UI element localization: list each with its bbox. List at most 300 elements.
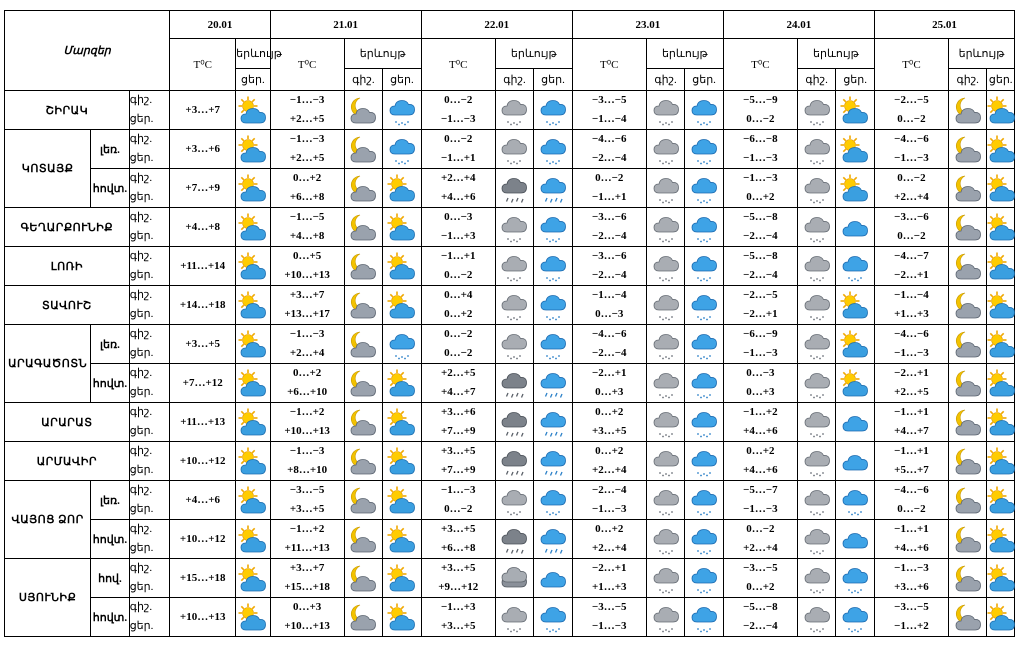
temperature-day: −1…−4 [592, 113, 627, 125]
day-weather-icon [534, 325, 573, 364]
temperature-night: 0…−2 [444, 94, 473, 106]
temperature-night: −2…−4 [592, 484, 627, 496]
temperature-night: −1…+2 [289, 406, 325, 418]
temperature-day: −1…−3 [440, 113, 476, 125]
night-weather-icon [646, 481, 685, 520]
temperature-night: −3…−6 [592, 211, 627, 223]
temperature-night: 0…+4 [444, 289, 473, 301]
day-label: ցեր. [129, 113, 154, 125]
temperature-night: +2…+5 [440, 367, 476, 379]
night-weather-icon [495, 520, 534, 559]
elevation-label: հովտ. [91, 169, 130, 208]
temperature-range [270, 286, 344, 325]
temperature-day: 0…−2 [897, 113, 926, 125]
night-weather-icon [797, 364, 836, 403]
night-header: գիշ. [646, 69, 685, 91]
date-header: 25.01 [874, 11, 1014, 39]
region-name: ՇԻՐԱԿ [5, 91, 130, 130]
temperature-night: 0…+2 [292, 172, 322, 184]
temperature-range [874, 91, 948, 130]
temperature-night: −2…+1 [592, 562, 627, 574]
night-weather-icon [344, 520, 383, 559]
region-row [5, 598, 1015, 637]
temperature-night: −1…+1 [440, 250, 476, 262]
day-header: ցեր. [836, 69, 875, 91]
temperature-day: +2…+4 [592, 542, 627, 554]
elevation-label: լեռ. [91, 481, 130, 520]
temperature-day: +6…+8 [440, 542, 476, 554]
day-weather-icon [987, 442, 1015, 481]
temperature-day: +2…+4 [592, 464, 627, 476]
temperature-day: +1…+3 [894, 308, 929, 320]
temperature-night: 0…+5 [292, 250, 322, 262]
elevation-label: հով. [91, 559, 130, 598]
night-weather-icon [948, 130, 987, 169]
temperature-day: 0…−2 [444, 269, 473, 281]
temperature-day: −2…+1 [743, 308, 778, 320]
temperature-range [723, 598, 797, 637]
night-weather-icon [495, 325, 534, 364]
day-weather-icon [836, 130, 875, 169]
day-label: ցեր. [129, 464, 154, 476]
weather-icon [236, 364, 270, 403]
day-weather-icon [383, 247, 422, 286]
day-weather-icon [987, 91, 1015, 130]
region-row [5, 169, 1015, 208]
night-weather-icon [495, 247, 534, 286]
temperature-range [723, 481, 797, 520]
temperature-day: +2…+4 [894, 191, 929, 203]
temperature-day: +11…+13 [170, 403, 236, 442]
day-weather-icon [685, 286, 724, 325]
temperature-night: 0…−3 [746, 367, 775, 379]
region-name: ՎԱՅՈՑ ՁՈՐ [5, 481, 91, 559]
temperature-night: 0…+2 [595, 445, 624, 457]
temperature-night: −3…−5 [894, 601, 929, 613]
temperature-night: 0…−2 [746, 523, 775, 535]
temperature-day: +3…+5 [289, 503, 325, 515]
day-weather-icon [685, 130, 724, 169]
weather-icon [236, 130, 270, 169]
day-weather-icon [987, 598, 1015, 637]
region-name: ԱՐԱՐԱՏ [5, 403, 130, 442]
temperature-range [421, 442, 495, 481]
night-weather-icon [344, 559, 383, 598]
temperature-day: −2…−4 [743, 230, 778, 242]
day-label: ցեր. [129, 152, 154, 164]
weather-icon [236, 208, 270, 247]
night-weather-icon [344, 130, 383, 169]
daynight-labels [129, 442, 170, 481]
temperature-day: 0…−3 [595, 308, 624, 320]
temperature-range [270, 403, 344, 442]
temperature-day: +7…+9 [440, 425, 476, 437]
region-row [5, 91, 1015, 130]
night-weather-icon [646, 403, 685, 442]
temperature-range [874, 325, 948, 364]
night-weather-icon [797, 286, 836, 325]
daynight-labels [129, 559, 170, 598]
day-weather-icon [383, 403, 422, 442]
night-weather-icon [646, 325, 685, 364]
region-name: ՍՅՈՒՆԻՔ [5, 559, 91, 637]
temperature-night: +3…+7 [289, 289, 325, 301]
day-weather-icon [685, 559, 724, 598]
night-weather-icon [495, 169, 534, 208]
day-weather-icon [836, 403, 875, 442]
day-weather-icon [534, 442, 573, 481]
day-weather-icon [685, 169, 724, 208]
temperature-night: −1…−4 [894, 289, 929, 301]
temperature-range [270, 208, 344, 247]
phenomenon-header: երևույթ [948, 39, 1014, 69]
night-label: գիշ. [129, 406, 153, 418]
day-weather-icon [534, 364, 573, 403]
night-weather-icon [948, 403, 987, 442]
daynight-labels [129, 169, 170, 208]
day-weather-icon [836, 325, 875, 364]
temperature-day: +4…+6 [894, 542, 929, 554]
temperature-night: −3…−6 [592, 250, 627, 262]
elevation-label: լեռ. [91, 130, 130, 169]
temperature-range [874, 481, 948, 520]
night-weather-icon [646, 130, 685, 169]
date-header: 23.01 [572, 11, 723, 39]
day-weather-icon [987, 130, 1015, 169]
temperature-night: +3…+5 [440, 445, 476, 457]
night-weather-icon [495, 286, 534, 325]
night-weather-icon [344, 286, 383, 325]
night-weather-icon [948, 442, 987, 481]
night-weather-icon [797, 130, 836, 169]
day-weather-icon [383, 169, 422, 208]
temperature-range [572, 286, 646, 325]
day-weather-icon [383, 325, 422, 364]
temperature-day: +7…+12 [170, 364, 236, 403]
temperature-night: −3…−6 [894, 211, 929, 223]
region-row [5, 520, 1015, 559]
temperature-night: −1…+2 [289, 523, 325, 535]
temperature-day: +7…+9 [440, 464, 476, 476]
temperature-range [270, 598, 344, 637]
day-weather-icon [534, 247, 573, 286]
temperature-day: +14…+18 [170, 286, 236, 325]
temperature-range [421, 364, 495, 403]
day-label: ցեր. [129, 269, 154, 281]
temperature-range [572, 208, 646, 247]
daynight-labels [129, 403, 170, 442]
temperature-range [270, 481, 344, 520]
temperature-night: −1…−3 [289, 133, 325, 145]
night-weather-icon [344, 208, 383, 247]
temperature-range [421, 598, 495, 637]
night-header: գիշ. [797, 69, 836, 91]
temperature-day: +2…+4 [289, 347, 325, 359]
day-weather-icon [383, 559, 422, 598]
temperature-range [270, 325, 344, 364]
temperature-range [874, 364, 948, 403]
temperature-night: +3…+7 [289, 562, 325, 574]
temperature-night: −4…−6 [592, 133, 627, 145]
daynight-labels [129, 130, 170, 169]
region-row [5, 286, 1015, 325]
temperature-range [421, 91, 495, 130]
region-row [5, 481, 1015, 520]
temperature-day: 0…−2 [444, 503, 473, 515]
temperature-night: +2…+4 [440, 172, 476, 184]
temperature-night: −1…+1 [894, 523, 929, 535]
night-weather-icon [948, 325, 987, 364]
temperature-range [874, 169, 948, 208]
day-weather-icon [685, 403, 724, 442]
temperature-range [874, 286, 948, 325]
temperature-range [572, 559, 646, 598]
temperature-night: −3…−5 [743, 562, 778, 574]
night-weather-icon [948, 481, 987, 520]
temperature-range [421, 208, 495, 247]
temperature-range [874, 130, 948, 169]
day-weather-icon [534, 208, 573, 247]
temperature-day: +10…+13 [284, 269, 330, 281]
night-weather-icon [495, 598, 534, 637]
night-weather-icon [495, 481, 534, 520]
temperature-night: 0…−3 [444, 211, 473, 223]
temperature-range [572, 442, 646, 481]
temp-header: T⁰C [572, 39, 646, 91]
temperature-night: 0…−2 [897, 172, 926, 184]
temperature-day: −1…−3 [592, 620, 627, 632]
night-weather-icon [948, 91, 987, 130]
day-weather-icon [383, 208, 422, 247]
region-name: ԿՈՏԱՅՔ [5, 130, 91, 208]
day-label: ցեր. [129, 347, 154, 359]
temp-header: T⁰C [874, 39, 948, 91]
weather-icon [236, 403, 270, 442]
day-weather-icon [987, 403, 1015, 442]
night-weather-icon [797, 91, 836, 130]
temperature-night: 0…+2 [595, 406, 624, 418]
day-weather-icon [383, 442, 422, 481]
night-weather-icon [797, 247, 836, 286]
temperature-range [723, 169, 797, 208]
temperature-day: −1…−3 [592, 503, 627, 515]
night-weather-icon [948, 247, 987, 286]
temperature-day: +11…+14 [170, 247, 236, 286]
day-header: ցեր. [685, 69, 724, 91]
temperature-range [723, 208, 797, 247]
day-weather-icon [534, 403, 573, 442]
temperature-day: −2…−4 [592, 152, 627, 164]
day-weather-icon [685, 247, 724, 286]
day-weather-icon [987, 364, 1015, 403]
daynight-labels [129, 247, 170, 286]
temperature-night: 0…−2 [444, 328, 473, 340]
temperature-day: +5…+7 [894, 464, 929, 476]
temperature-night: −1…+2 [743, 406, 778, 418]
temperature-day: 0…+2 [746, 581, 775, 593]
temperature-range [572, 481, 646, 520]
temperature-night: −1…+1 [894, 445, 929, 457]
temperature-day: +3…+5 [592, 425, 627, 437]
temperature-day: −2…−4 [743, 269, 778, 281]
day-weather-icon [836, 169, 875, 208]
temperature-day: +4…+7 [894, 425, 929, 437]
temperature-day: 0…+2 [444, 308, 473, 320]
weather-icon [236, 325, 270, 364]
temperature-night: −5…−8 [743, 211, 778, 223]
day-label: ցեր. [129, 503, 154, 515]
temperature-range [723, 442, 797, 481]
temperature-day: +6…+10 [287, 386, 328, 398]
day-weather-icon [987, 520, 1015, 559]
day-weather-icon [987, 286, 1015, 325]
day-label: ցեր. [129, 581, 154, 593]
temperature-range [421, 286, 495, 325]
weather-icon [236, 247, 270, 286]
night-weather-icon [495, 91, 534, 130]
temperature-range [270, 559, 344, 598]
region-row [5, 364, 1015, 403]
night-weather-icon [646, 442, 685, 481]
region-name: ՏԱՎՈՒՇ [5, 286, 130, 325]
day-weather-icon [836, 598, 875, 637]
night-label: գիշ. [129, 133, 153, 145]
night-weather-icon [344, 91, 383, 130]
night-weather-icon [344, 598, 383, 637]
temperature-night: −2…+1 [894, 367, 929, 379]
temperature-day: 0…−2 [746, 113, 775, 125]
temperature-range [874, 208, 948, 247]
night-weather-icon [344, 481, 383, 520]
temperature-range [874, 403, 948, 442]
regions-title: Մարզեր [5, 11, 170, 91]
night-weather-icon [646, 598, 685, 637]
night-weather-icon [646, 364, 685, 403]
temperature-day: −1…−3 [894, 347, 929, 359]
night-header: գիշ. [495, 69, 534, 91]
temperature-day: −2…−4 [592, 230, 627, 242]
temperature-range [270, 442, 344, 481]
day-weather-icon [836, 520, 875, 559]
temperature-night: −5…−8 [743, 250, 778, 262]
night-weather-icon [797, 520, 836, 559]
temperature-range [874, 598, 948, 637]
temperature-range [572, 598, 646, 637]
day-label: ցեր. [129, 191, 154, 203]
region-row [5, 442, 1015, 481]
night-weather-icon [646, 208, 685, 247]
temperature-range [421, 169, 495, 208]
temperature-range [723, 91, 797, 130]
night-weather-icon [797, 559, 836, 598]
temperature-night: −3…−5 [592, 94, 627, 106]
night-weather-icon [948, 364, 987, 403]
day-weather-icon [534, 598, 573, 637]
day-weather-icon [383, 91, 422, 130]
temperature-day: +1…+3 [592, 581, 627, 593]
temperature-range [270, 91, 344, 130]
temperature-night: −1…−4 [592, 289, 627, 301]
temperature-range [421, 247, 495, 286]
night-weather-icon [797, 442, 836, 481]
night-weather-icon [495, 130, 534, 169]
temperature-night: 0…−2 [595, 172, 624, 184]
day-weather-icon [836, 286, 875, 325]
temperature-day: +4…+6 [440, 191, 476, 203]
temperature-range [421, 481, 495, 520]
daynight-labels [129, 286, 170, 325]
day-weather-icon [534, 559, 573, 598]
daynight-labels [129, 598, 170, 637]
night-weather-icon [948, 169, 987, 208]
day-weather-icon [534, 91, 573, 130]
temperature-day: +2…+5 [894, 386, 929, 398]
night-label: գիշ. [129, 367, 153, 379]
region-row [5, 208, 1015, 247]
temperature-day: 0…+2 [746, 191, 775, 203]
day-weather-icon [836, 559, 875, 598]
night-weather-icon [797, 598, 836, 637]
temperature-day: +15…+18 [170, 559, 236, 598]
temperature-night: +3…+6 [440, 406, 476, 418]
region-row [5, 403, 1015, 442]
day-label: ցեր. [129, 425, 154, 437]
temperature-range [723, 364, 797, 403]
temperature-day: +4…+6 [743, 425, 778, 437]
night-weather-icon [948, 520, 987, 559]
night-weather-icon [797, 169, 836, 208]
elevation-label: հովտ. [91, 598, 130, 637]
temperature-night: −1…−3 [743, 172, 778, 184]
weather-icon [236, 598, 270, 637]
night-weather-icon [344, 247, 383, 286]
night-label: գիշ. [129, 445, 153, 457]
weather-icon [236, 481, 270, 520]
temperature-day: −1…−3 [743, 347, 778, 359]
day-weather-icon [836, 91, 875, 130]
night-weather-icon [646, 286, 685, 325]
temperature-day: +2…+4 [743, 542, 778, 554]
day-header: ցեր. [236, 69, 270, 91]
temperature-day: +10…+13 [170, 598, 236, 637]
temperature-night: −2…−5 [743, 289, 778, 301]
temperature-range [270, 364, 344, 403]
weather-icon [236, 559, 270, 598]
temperature-range [572, 520, 646, 559]
temperature-day: −1…−3 [894, 152, 929, 164]
night-weather-icon [344, 442, 383, 481]
weather-icon [236, 286, 270, 325]
night-weather-icon [495, 208, 534, 247]
night-weather-icon [646, 91, 685, 130]
night-weather-icon [797, 403, 836, 442]
day-header: ցեր. [383, 69, 422, 91]
temperature-range [270, 169, 344, 208]
night-weather-icon [344, 325, 383, 364]
day-label: ցեր. [129, 386, 154, 398]
day-weather-icon [987, 208, 1015, 247]
temperature-range [874, 520, 948, 559]
temperature-night: −4…−6 [894, 328, 929, 340]
temperature-range [572, 247, 646, 286]
day-weather-icon [685, 520, 724, 559]
date-header: 24.01 [723, 11, 874, 39]
day-weather-icon [987, 247, 1015, 286]
night-label: գիշ. [129, 94, 153, 106]
temperature-day: +4…+8 [170, 208, 236, 247]
date-row [5, 11, 1015, 39]
temp-header: T⁰C [723, 39, 797, 91]
